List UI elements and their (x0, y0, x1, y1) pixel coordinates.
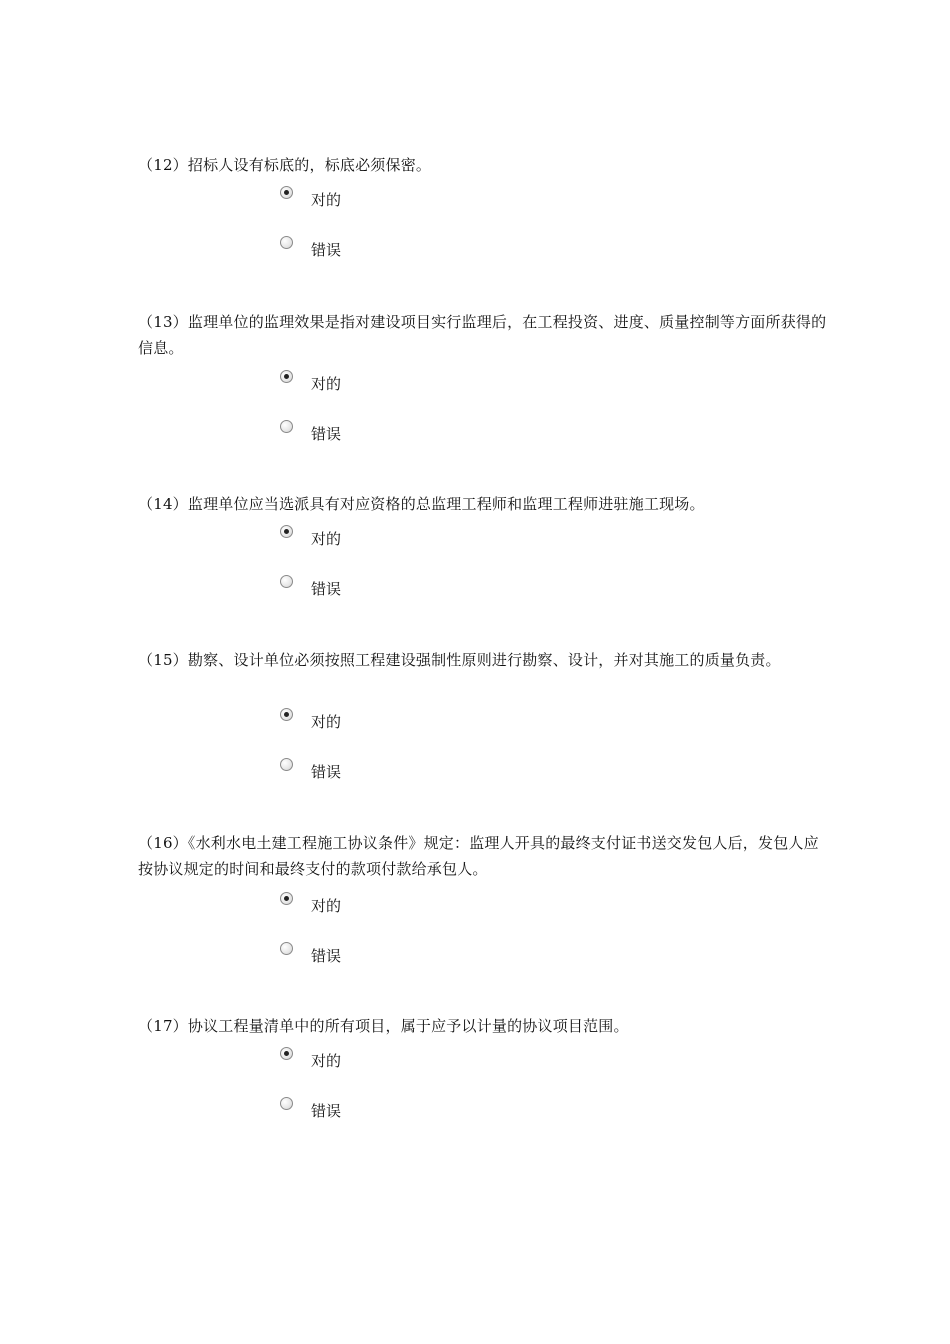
option-label: 对的 (311, 374, 342, 393)
radio-unchecked-icon[interactable] (280, 758, 293, 771)
question-text: （17）协议工程量清单中的所有项目，属于应予以计量的协议项目范围。 (138, 1017, 629, 1035)
option-true[interactable] (280, 188, 341, 210)
radio-checked-icon[interactable] (280, 708, 293, 721)
question-12 (138, 152, 828, 259)
question-text: （16）《水利水电土建工程施工协议条件》规定：监理人开具的最终支付证书送交发包人后，发包人应按协议规定的时间和最终支付的款项付款给承包人。 (138, 834, 819, 878)
option-label: 错误 (311, 579, 342, 598)
question-15 (138, 647, 828, 781)
option-true[interactable] (280, 894, 341, 916)
option-label: 对的 (311, 1051, 342, 1070)
option-label: 错误 (311, 762, 342, 781)
option-label: 错误 (311, 424, 342, 443)
option-label: 对的 (311, 712, 342, 731)
radio-checked-icon[interactable] (280, 370, 293, 383)
option-true[interactable] (280, 710, 341, 732)
option-true[interactable] (280, 527, 341, 549)
option-true[interactable] (280, 372, 341, 394)
option-false[interactable] (280, 422, 341, 444)
option-label: 对的 (311, 190, 342, 209)
option-label: 错误 (311, 1101, 342, 1120)
radio-unchecked-icon[interactable] (280, 420, 293, 433)
radio-checked-icon[interactable] (280, 186, 293, 199)
question-16 (138, 830, 828, 965)
option-label: 对的 (311, 529, 342, 548)
option-false[interactable] (280, 577, 341, 599)
radio-checked-icon[interactable] (280, 1047, 293, 1060)
question-17 (138, 1013, 828, 1120)
radio-unchecked-icon[interactable] (280, 575, 293, 588)
option-label: 错误 (311, 240, 342, 259)
radio-checked-icon[interactable] (280, 892, 293, 905)
question-text: （13）监理单位的监理效果是指对建设项目实行监理后，在工程投资、进度、质量控制等方面所获得的信息。 (138, 313, 827, 357)
question-text: （15）勘察、设计单位必须按照工程建设强制性原则进行勘察、设计，并对其施工的质量负责。 (138, 651, 781, 669)
radio-unchecked-icon[interactable] (280, 942, 293, 955)
question-text: （14）监理单位应当选派具有对应资格的总监理工程师和监理工程师进驻施工现场。 (138, 495, 705, 513)
option-label: 错误 (311, 946, 342, 965)
question-13 (138, 309, 828, 443)
radio-unchecked-icon[interactable] (280, 236, 293, 249)
option-false[interactable] (280, 1099, 341, 1121)
option-label: 对的 (311, 896, 342, 915)
option-false[interactable] (280, 944, 341, 966)
question-text: （12）招标人设有标底的，标底必须保密。 (138, 156, 432, 174)
option-true[interactable] (280, 1049, 341, 1071)
question-14 (138, 491, 828, 598)
radio-checked-icon[interactable] (280, 525, 293, 538)
radio-unchecked-icon[interactable] (280, 1097, 293, 1110)
option-false[interactable] (280, 238, 341, 260)
option-false[interactable] (280, 760, 341, 782)
